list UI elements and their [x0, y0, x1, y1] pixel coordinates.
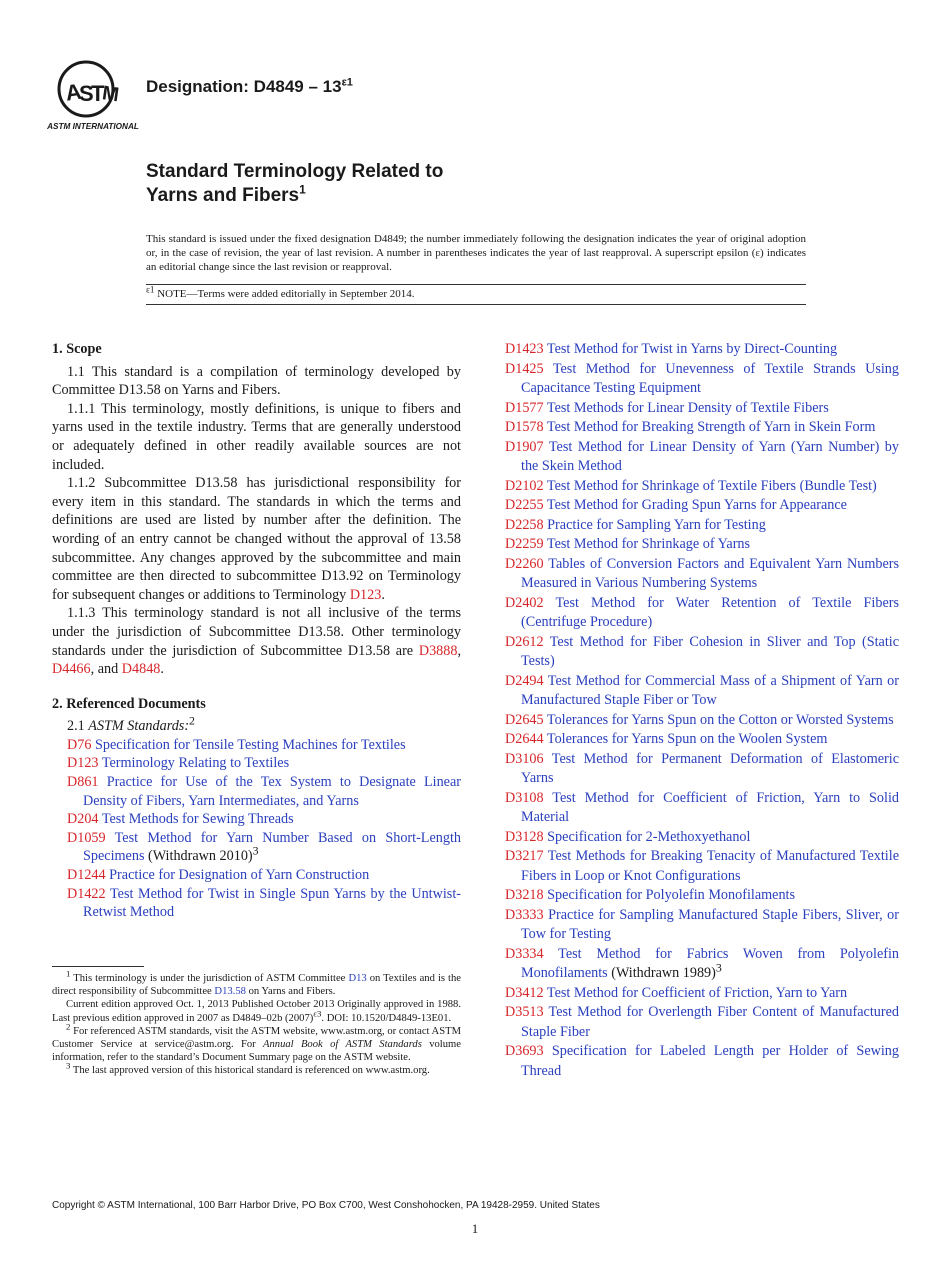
reference-code-link[interactable]: D1425 — [505, 360, 544, 377]
reference-code-link[interactable]: D861 — [67, 774, 99, 791]
note-epsilon: ε1 — [146, 284, 155, 295]
reference-title-link[interactable]: Test Method for Overlength Fiber Content of Manufactured Staple Fiber — [521, 1004, 899, 1040]
reference-code-link[interactable]: D76 — [67, 736, 92, 753]
reference-item — [505, 886, 899, 906]
reference-code-link[interactable]: D3334 — [505, 945, 544, 962]
reference-code-link[interactable]: D2494 — [505, 672, 544, 689]
reference-title-link[interactable]: Practice for Use of the Tex System to Designate Linear Density of Fibers, Yarn Intermediates, and Yarns — [83, 774, 461, 809]
reference-title-link[interactable]: Test Method for Unevenness of Textile Strands Using Capacitance Testing Equipment — [521, 360, 899, 396]
reference-code-link[interactable]: D3108 — [505, 789, 544, 806]
paragraph-1-1-2: 1.1.2 Subcommittee D13.58 has jurisdictional responsibility for every item in this standard. The standards in which the terms and definitions are used are listed by number after the definition. The wording of an entry cannot be changed without the approval of 13.58 subcommittee. Any changes approved by the subcommittee and main committee are then directed to subcommittee D13.92 on Terminology for subsequent changes or additions to Terminology D123. — [52, 475, 461, 603]
svg-text:T: T — [91, 81, 105, 106]
link-d123[interactable]: D123 — [349, 586, 382, 603]
reference-list-right — [505, 340, 899, 1081]
designation — [146, 77, 353, 97]
reference-code-link[interactable]: D3513 — [505, 1004, 544, 1020]
reference-item — [52, 773, 461, 810]
reference-item — [52, 885, 461, 922]
title-footnote-marker: 1 — [299, 182, 306, 197]
reference-code-link[interactable]: D2402 — [505, 594, 544, 611]
reference-item — [505, 438, 899, 477]
link-d3888[interactable]: D3888 — [418, 642, 458, 659]
reference-item — [505, 340, 899, 360]
reference-item — [505, 672, 899, 711]
reference-title-link[interactable]: Tolerances for Yarns Spun on the Woolen System — [543, 731, 828, 747]
reference-title-link[interactable]: Test Method for Commercial Mass of a Shipment of Yarn or Manufactured Staple Fiber or Tow — [521, 672, 899, 708]
reference-item — [505, 555, 899, 594]
footnote-2: $^2$ For referenced ASTM standards, visit the ASTM website, www.astm.org, or contact ASTM Customer Service at service@astm.org. For Annual Book of ASTM Standards volume information, refer to the standard’s Document Summary page on the ASTM website. — [52, 1021, 461, 1064]
reference-code-link[interactable]: D2102 — [505, 477, 544, 494]
logo-wordmark: ASTM INTERNATIONAL — [47, 122, 139, 131]
reference-title-link[interactable]: Practice for Designation of Yarn Construction — [105, 867, 370, 884]
reference-code-link[interactable]: D1907 — [505, 438, 544, 455]
reference-title-link[interactable]: Test Method for Permanent Deformation of Elastomeric Yarns — [521, 750, 899, 786]
reference-code-link[interactable]: D1578 — [505, 419, 544, 435]
reference-title-link[interactable]: Terminology Relating to Textiles — [98, 755, 290, 772]
paragraph-1-1-3: 1.1.3 This terminology standard is not all inclusive of the terms under the jurisdiction of Subcommittee D13.58. Other terminology standards under the jurisdiction of Subcommittee D13.58 are D3888, D4466, and D4848. — [52, 605, 461, 678]
section-heading-referenced-documents: 2. Referenced Documents — [52, 695, 206, 712]
reference-title-link[interactable]: Tolerances for Yarns Spun on the Cotton or Worsted Systems — [543, 711, 894, 728]
reference-item — [505, 594, 899, 633]
reference-title-link[interactable]: Test Method for Grading Spun Yarns for Appearance — [543, 497, 847, 513]
right-column — [505, 340, 899, 1081]
withdrawn-note: (Withdrawn 1989) — [607, 965, 716, 981]
reference-title-link[interactable]: Test Method for Breaking Strength of Yarn in Skein Form — [543, 419, 876, 435]
reference-item — [505, 750, 899, 789]
reference-item — [505, 633, 899, 672]
reference-code-link[interactable]: D3412 — [505, 984, 544, 1001]
editorial-note: $^{\varepsilon 1}$ NOTE—Terms were added editorially in September 2014. — [146, 284, 415, 300]
reference-title-link[interactable]: Practice for Sampling Yarn for Testing — [543, 516, 766, 533]
reference-title-link[interactable]: Test Method for Shrinkage of Yarns — [543, 536, 751, 552]
reference-title-link[interactable]: Test Method for Fiber Cohesion in Sliver and Top (Static Tests) — [521, 633, 899, 669]
reference-item — [505, 360, 899, 399]
footnote-3: $^3$ The last approved version of this historical standard is referenced on www.astm.org. — [66, 1060, 430, 1077]
footnote-1-edition: Current edition approved Oct. 1, 2013 Published October 2013 Originally approved in 1988. Last previous edition approved in 2007 as D4849–02b $(2007)^{\varepsilon 3}$. DOI: 10.1520/D4849-13E01. — [52, 999, 461, 1024]
page-number: 1 — [471, 1221, 479, 1236]
reference-item — [505, 516, 899, 536]
reference-code-link[interactable]: D1577 — [505, 399, 544, 416]
reference-code-link[interactable]: D2259 — [505, 536, 544, 552]
footnote-marker: 3 — [252, 843, 259, 858]
reference-code-link[interactable]: D1244 — [67, 867, 106, 884]
reference-title-link[interactable]: Test Method for Twist in Single Spun Yarns by the Untwist-Retwist Method — [83, 885, 461, 921]
reference-item — [505, 945, 899, 984]
reference-title-link[interactable]: Specification for Tensile Testing Machines for Textiles — [91, 736, 406, 753]
paragraph-1-1: 1.1 This standard is a compilation of terminology developed by Committee D13.58 on Yarns and Fibers. — [52, 363, 461, 399]
document-title — [146, 160, 443, 208]
reference-code-link[interactable]: D2260 — [505, 555, 544, 572]
reference-code-link[interactable]: D3217 — [505, 848, 544, 864]
reference-code-link[interactable]: D1059 — [67, 829, 106, 846]
reference-code-link[interactable]: D2255 — [505, 497, 544, 513]
title-line-1: Standard Terminology Related to — [146, 161, 444, 182]
reference-item — [52, 810, 461, 829]
reference-code-link[interactable]: D2644 — [505, 731, 544, 747]
reference-title-link[interactable]: Test Method for Fabrics Woven from Polyolefin Monofilaments — [521, 945, 899, 981]
reference-item — [505, 477, 899, 497]
reference-code-link[interactable]: D3128 — [505, 828, 544, 845]
title-line-2: Yarns and Fibers$^1$ — [146, 182, 306, 206]
reference-title-link[interactable]: Test Method for Coefficient of Friction, Yarn to Solid Material — [521, 789, 899, 825]
reference-code-link[interactable]: D123 — [67, 755, 99, 772]
reference-item — [52, 754, 461, 773]
reference-item — [505, 496, 899, 516]
reference-title-link[interactable]: Test Method for Twist in Yarns by Direct-Counting — [543, 341, 838, 357]
divider — [146, 304, 806, 305]
reference-item — [505, 418, 899, 438]
reference-title-link[interactable]: Practice for Sampling Manufactured Staple Fibers, Sliver, or Tow for Testing — [521, 906, 899, 942]
link-d4848[interactable]: D4848 — [121, 661, 161, 678]
footnote-1: $^1$ This terminology is under the jurisdiction of ASTM Committee D13 on Textiles and is the direct responsibility of Subcommittee D13.58 on Yarns and Fibers. — [52, 968, 461, 998]
section-heading-scope: 1. Scope — [52, 341, 102, 357]
reference-code-link[interactable]: D3333 — [505, 906, 544, 923]
reference-list-left — [52, 736, 461, 922]
reference-code-link[interactable]: D3693 — [505, 1043, 544, 1059]
reference-item — [505, 984, 899, 1004]
reference-code-link[interactable]: D204 — [67, 811, 99, 828]
link-d13-58[interactable]: D13.58 — [214, 986, 246, 998]
reference-item — [505, 535, 899, 555]
reference-title-link[interactable]: Test Method for Water Retention of Textile Fibers (Centrifuge Procedure) — [521, 594, 899, 630]
reference-code-link[interactable]: D1423 — [505, 341, 544, 357]
link-d4466[interactable]: D4466 — [52, 661, 91, 678]
reference-title-link[interactable]: Test Method for Yarn Number Based on Short-Length Specimens — [83, 829, 461, 865]
reference-item — [505, 847, 899, 886]
reference-item — [505, 789, 899, 828]
paragraph-1-1-1: 1.1.1 This terminology, mostly definitions, is unique to fibers and yarns used in the textile industry. Terms that are generally understood or adequately defined in other readily available sources are not included. — [52, 400, 461, 473]
footnote-marker: 3 — [715, 960, 722, 975]
astm-logo — [47, 56, 139, 132]
reference-code-link[interactable]: D3218 — [505, 887, 544, 903]
reference-title-link[interactable]: Test Method for Shrinkage of Textile Fibers (Bundle Test) — [543, 477, 877, 494]
reference-title-link[interactable]: Specification for 2-Methoxyethanol — [543, 828, 751, 845]
reference-title-link[interactable]: Specification for Polyolefin Monofilaments — [543, 887, 796, 903]
reference-title-link[interactable]: Test Methods for Breaking Tenacity of Manufactured Textile Fibers in Loop or Knot Configurations — [521, 848, 899, 884]
reference-item — [52, 829, 461, 866]
reference-code-link[interactable]: D2258 — [505, 516, 544, 533]
designation-superscript: ε1 — [341, 76, 353, 89]
reference-code-link[interactable]: D3106 — [505, 750, 544, 767]
left-column — [52, 340, 461, 922]
reference-item — [52, 736, 461, 755]
preamble: This standard is issued under the fixed designation D4849; the number immediately following the designation indicates the year of original adoption or, in the case of revision, the year of last revision. A number in parentheses indicates the year of last reapproval. A superscript epsilon (ε) indicates an editorial change since the last revision or reapproval. — [146, 233, 806, 273]
footnote-divider — [52, 966, 144, 967]
reference-code-link[interactable]: D2612 — [505, 633, 544, 650]
withdrawn-note: (Withdrawn 2010) — [144, 848, 253, 865]
footnotes — [52, 968, 461, 1078]
reference-title-link[interactable]: Test Methods for Linear Density of Textile Fibers — [543, 399, 829, 416]
reference-item — [505, 828, 899, 848]
designation-label: Designation: D4849 – 13 — [146, 77, 342, 96]
svg-text:A: A — [63, 78, 84, 106]
reference-title-link[interactable]: Test Method for Linear Density of Yarn (Yarn Number) by the Skein Method — [521, 438, 899, 474]
svg-text:M: M — [100, 82, 121, 107]
reference-item — [505, 730, 899, 750]
reference-item — [505, 399, 899, 419]
reference-code-link[interactable]: D2645 — [505, 711, 544, 728]
svg-text:S: S — [79, 81, 94, 106]
reference-title-link[interactable]: Test Method for Coefficient of Friction, Yarn to Yarn — [543, 984, 848, 1001]
link-d13[interactable]: D13 — [348, 973, 367, 984]
reference-code-link[interactable]: D1422 — [67, 885, 106, 902]
reference-item — [505, 711, 899, 731]
reference-title-link[interactable]: Test Methods for Sewing Threads — [98, 811, 294, 828]
copyright: Copyright © ASTM International, 100 Barr Harbor Drive, PO Box C700, West Conshohocken, PA 19428-2959. United States — [52, 1200, 600, 1211]
subsection-astm-standards: 2.1 ASTM Standards:$^2$ — [67, 713, 195, 735]
reference-item — [505, 906, 899, 945]
reference-title-link[interactable]: Specification for Labeled Length per Holder of Sewing Thread — [521, 1043, 899, 1079]
reference-item — [505, 1003, 899, 1042]
reference-title-link[interactable]: Tables of Conversion Factors and Equivalent Yarn Numbers Measured in Various Numbering Systems — [521, 555, 899, 591]
divider — [146, 284, 806, 285]
reference-item — [52, 866, 461, 885]
reference-item — [505, 1042, 899, 1081]
